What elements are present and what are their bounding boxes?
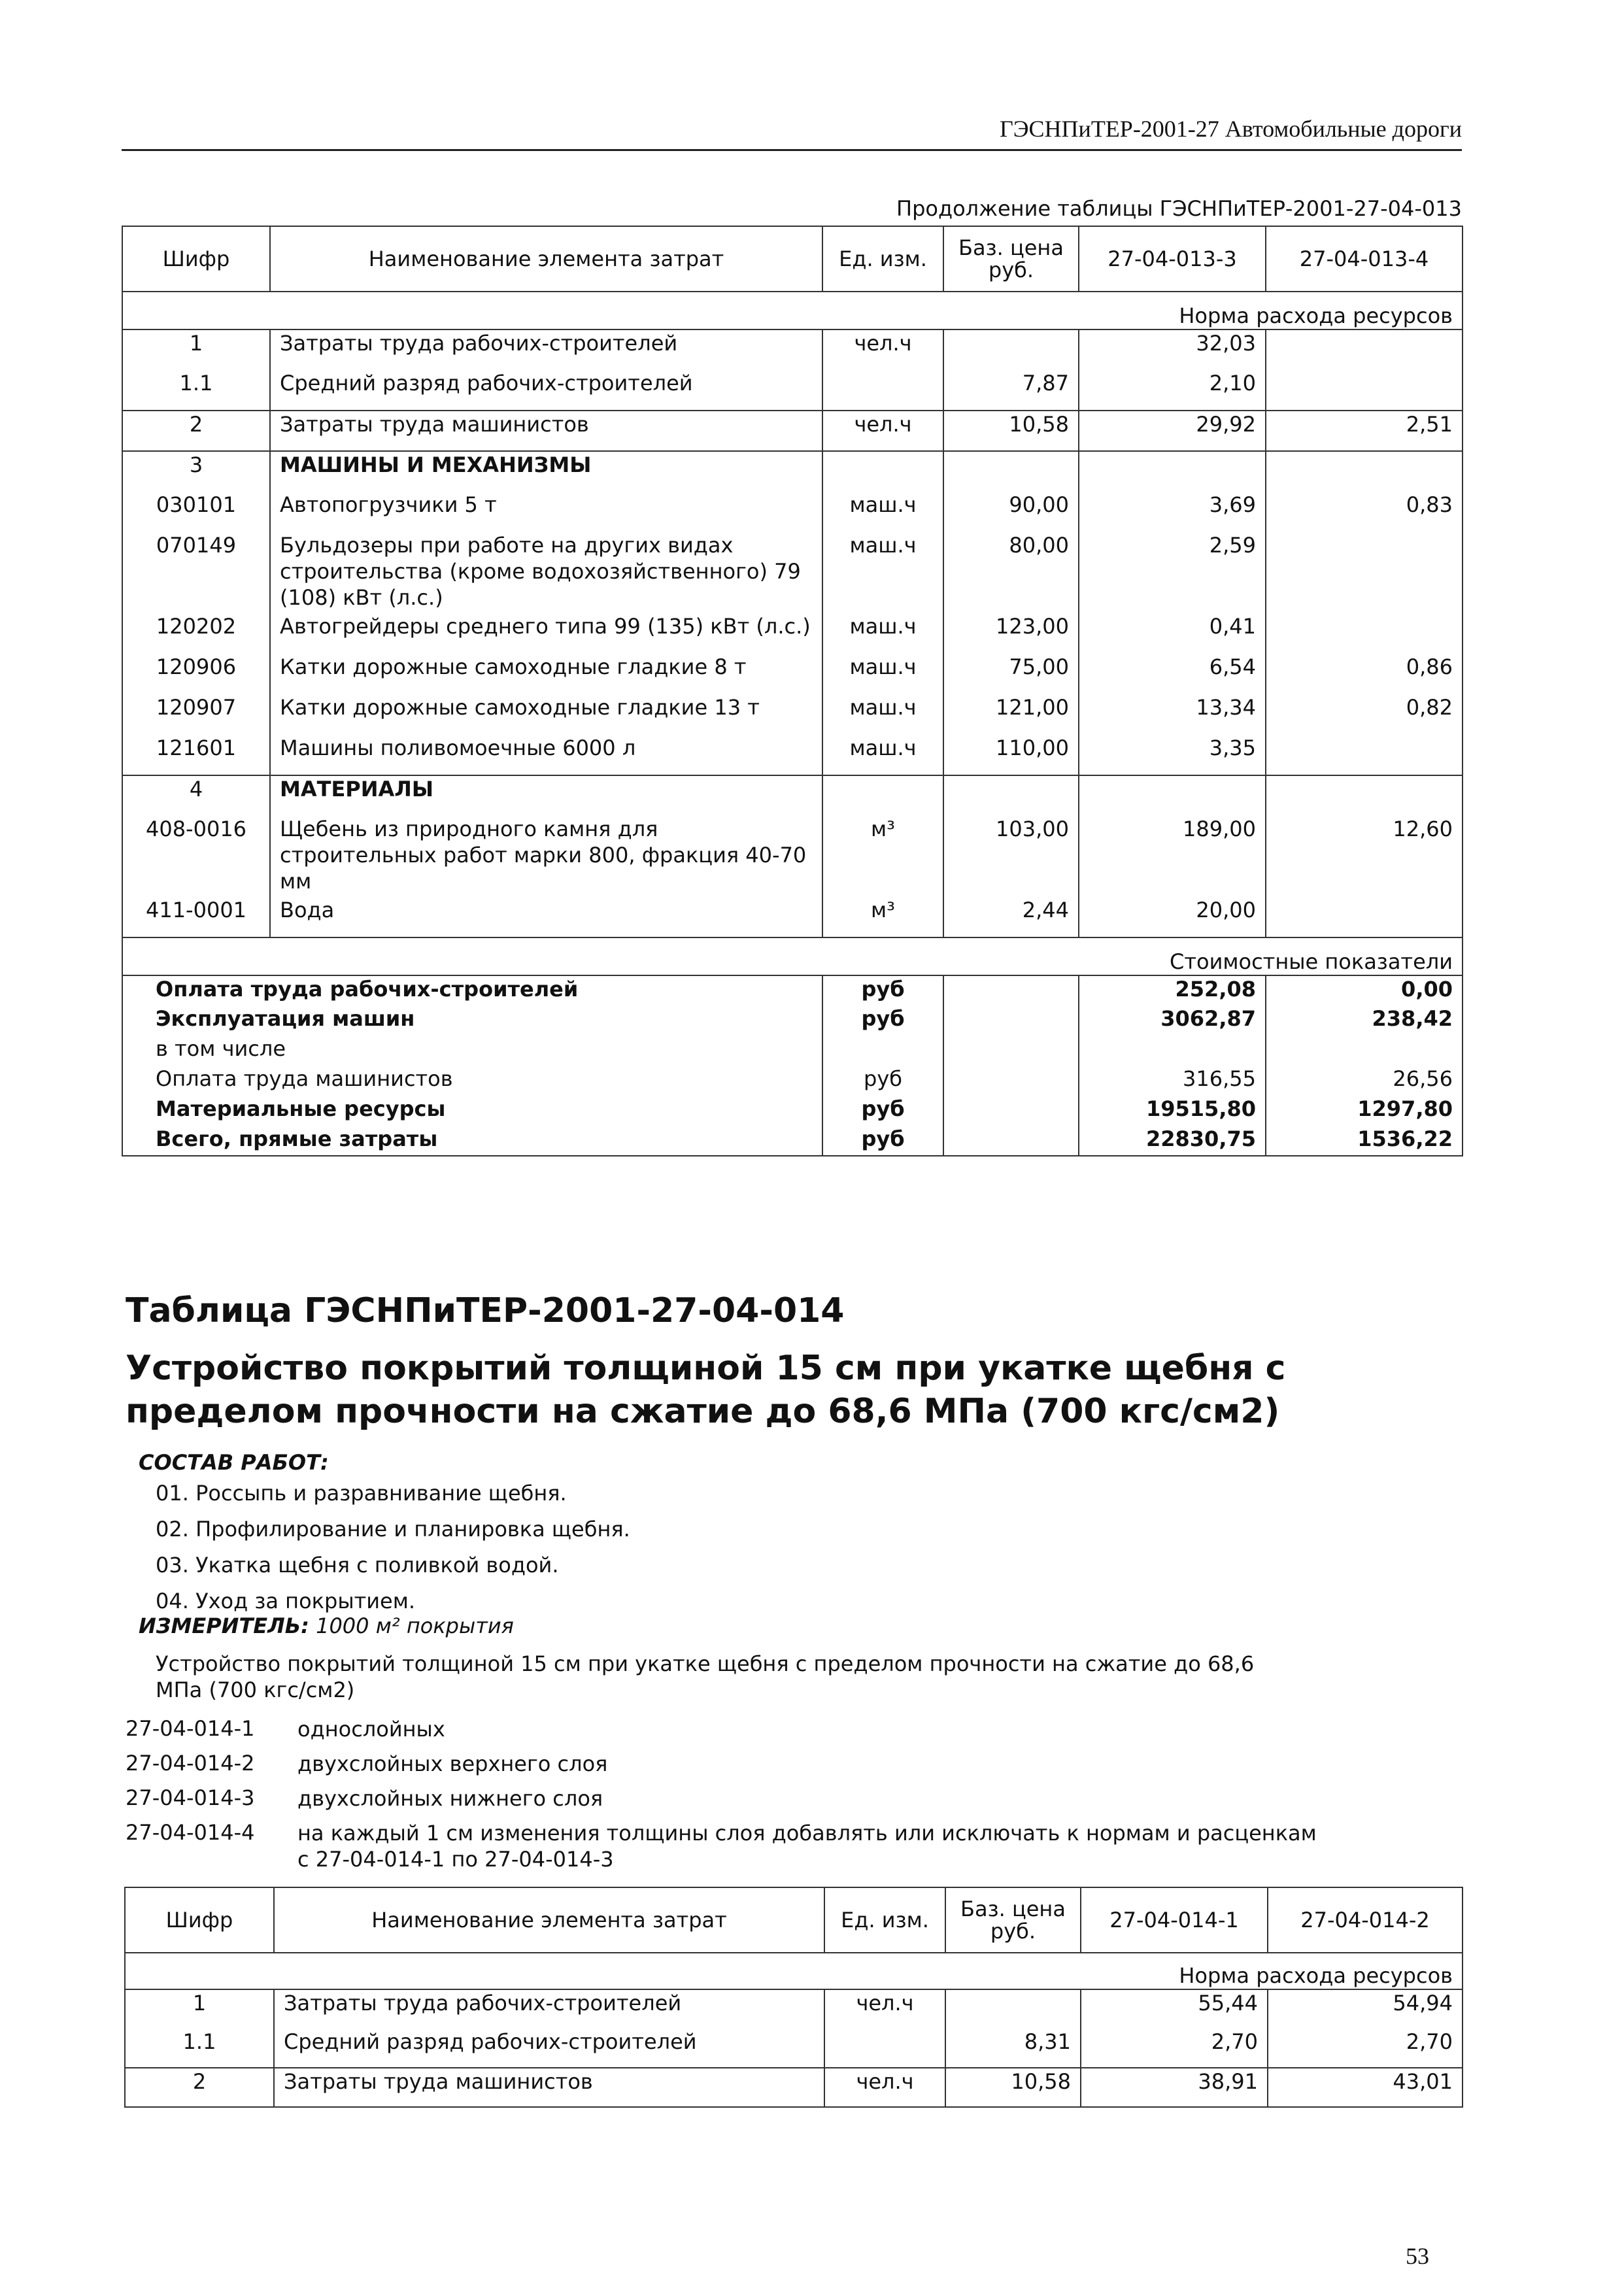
row-rate-1: 6,54 bbox=[1079, 654, 1266, 694]
table-row bbox=[122, 654, 1463, 694]
row-name: Щебень из природного камня для строительных работ марки 800, фракция 40-70 мм bbox=[270, 816, 822, 897]
row-price: 2,44 bbox=[943, 897, 1079, 937]
row-rate-2 bbox=[1266, 613, 1463, 654]
cost-empty bbox=[943, 1066, 1079, 1096]
running-header: ГЭСНПиТЕР-2001-27 Автомобильные дороги bbox=[999, 116, 1462, 142]
cost-value-2: 1297,80 bbox=[1266, 1096, 1463, 1126]
row-unit: маш.ч bbox=[822, 694, 943, 735]
row-price bbox=[943, 329, 1079, 370]
row-price bbox=[943, 451, 1079, 492]
cost-value-1: 22830,75 bbox=[1079, 1126, 1266, 1156]
row-code: 1.1 bbox=[182, 2029, 216, 2054]
row-unit: м³ bbox=[822, 816, 943, 897]
row-unit: м³ bbox=[822, 897, 943, 937]
row-code: 1.1 bbox=[179, 371, 213, 396]
row-name: Затраты труда рабочих-строителей bbox=[274, 1989, 824, 2029]
row-rate-1: 2,70 bbox=[1081, 2029, 1268, 2068]
norm-label: Норма расхода ресурсов bbox=[125, 1953, 1463, 1989]
table-header-row bbox=[122, 226, 1463, 292]
col-header-unit: Ед. изм. bbox=[824, 1887, 945, 1953]
cost-name: Материальные ресурсы bbox=[156, 1096, 446, 1121]
cost-value-2: 0,00 bbox=[1266, 975, 1463, 1005]
row-rate-2 bbox=[1266, 329, 1463, 370]
row-name: Бульдозеры при работе на других видах строительства (кроме водохозяйственного) 79 (108) кВт (л.с.) bbox=[270, 532, 822, 613]
row-rate-2: 2,70 bbox=[1268, 2029, 1463, 2068]
table-row bbox=[122, 613, 1463, 654]
cost-unit: руб bbox=[822, 975, 943, 1005]
rate-code: 27-04-014-2 bbox=[126, 1751, 255, 1776]
row-name: Средний разряд рабочих-строителей bbox=[270, 370, 822, 411]
row-name: Затраты труда машинистов bbox=[270, 411, 822, 451]
row-rate-1: 55,44 bbox=[1081, 1989, 1268, 2029]
cost-value-1: 316,55 bbox=[1079, 1066, 1266, 1096]
table-row bbox=[122, 816, 1463, 897]
table-row bbox=[122, 735, 1463, 775]
rate-code-text: на каждый 1 см изменения толщины слоя добавлять или исключать к нормам и расценкам с 27-04-014-1 по 27-04-014-3 bbox=[297, 1821, 1317, 1872]
row-rate-1: 13,34 bbox=[1079, 694, 1266, 735]
rate-code-text: двухслойных нижнего слоя bbox=[297, 1786, 603, 1811]
row-rate-1: 2,10 bbox=[1079, 370, 1266, 411]
work-step: 01. Россыпь и разравнивание щебня. bbox=[156, 1481, 567, 1506]
cost-unit: руб bbox=[822, 1066, 943, 1096]
col-header-rate-1: 27-04-014-1 bbox=[1081, 1887, 1268, 1953]
cost-value-1: 3062,87 bbox=[1079, 1005, 1266, 1036]
meter-line bbox=[139, 1613, 514, 1638]
cost-unit: руб bbox=[822, 1126, 943, 1156]
table-row bbox=[122, 411, 1463, 451]
row-name: Катки дорожные самоходные гладкие 8 т bbox=[270, 654, 822, 694]
row-rate-1: 3,69 bbox=[1079, 492, 1266, 532]
col-header-code: Шифр bbox=[162, 246, 230, 271]
row-rate-2 bbox=[1266, 370, 1463, 411]
cost-row bbox=[122, 1066, 1463, 1096]
table-row bbox=[122, 451, 1463, 492]
row-unit: маш.ч bbox=[822, 654, 943, 694]
cost-name: Всего, прямые затраты bbox=[156, 1126, 438, 1151]
row-rate-2: 0,86 bbox=[1266, 654, 1463, 694]
rate-code: 27-04-014-1 bbox=[126, 1716, 255, 1741]
row-rate-2 bbox=[1266, 775, 1463, 816]
section-description: Устройство покрытий толщиной 15 см при укатке щебня с пределом прочности на сжатие до 68,6 МПа (700 кгс/см2) bbox=[156, 1651, 1255, 1702]
row-code: 070149 bbox=[156, 533, 237, 558]
row-name: Машины поливомоечные 6000 л bbox=[270, 735, 822, 775]
col-header-unit: Ед. изм. bbox=[822, 226, 943, 292]
col-header-name: Наименование элемента затрат bbox=[270, 226, 822, 292]
row-rate-2: 43,01 bbox=[1268, 2068, 1463, 2107]
row-rate-2: 54,94 bbox=[1268, 1989, 1463, 2029]
row-rate-1: 32,03 bbox=[1079, 329, 1266, 370]
row-name: Автопогрузчики 5 т bbox=[270, 492, 822, 532]
row-price bbox=[943, 775, 1079, 816]
row-price: 90,00 bbox=[943, 492, 1079, 532]
row-rate-1: 2,59 bbox=[1079, 532, 1266, 613]
table-row bbox=[122, 532, 1463, 613]
cost-empty bbox=[943, 1005, 1079, 1036]
table-row bbox=[122, 370, 1463, 411]
row-unit bbox=[824, 2029, 945, 2068]
col-header-rate-2: 27-04-013-4 bbox=[1266, 226, 1463, 292]
col-header-name: Наименование элемента затрат bbox=[274, 1887, 824, 1953]
row-price: 123,00 bbox=[943, 613, 1079, 654]
row-code: 408-0016 bbox=[145, 817, 247, 841]
table-row bbox=[122, 694, 1463, 735]
cost-value-1 bbox=[1079, 1036, 1266, 1066]
cost-row bbox=[122, 1036, 1463, 1066]
table-row bbox=[122, 329, 1463, 370]
row-unit: маш.ч bbox=[822, 492, 943, 532]
cost-name: Оплата труда рабочих-строителей bbox=[122, 975, 822, 1005]
cost-name: Эксплуатация машин bbox=[156, 1006, 415, 1031]
row-code: 411-0001 bbox=[145, 898, 247, 922]
row-price: 80,00 bbox=[943, 532, 1079, 613]
row-rate-2: 2,51 bbox=[1266, 411, 1463, 451]
row-code: 121601 bbox=[156, 735, 237, 760]
col-header-price: Баз. цена руб. bbox=[945, 1887, 1081, 1953]
row-price: 10,58 bbox=[943, 411, 1079, 451]
row-name: Вода bbox=[270, 897, 822, 937]
cost-unit: руб bbox=[822, 1096, 943, 1126]
page-number: 53 bbox=[1406, 2243, 1429, 2269]
row-price: 10,58 bbox=[945, 2068, 1081, 2107]
cost-unit bbox=[822, 1036, 943, 1066]
cost-value-2: 1536,22 bbox=[1266, 1126, 1463, 1156]
row-rate-1: 3,35 bbox=[1079, 735, 1266, 775]
header-rule bbox=[122, 149, 1462, 151]
row-price: 7,87 bbox=[943, 370, 1079, 411]
row-unit: чел.ч bbox=[822, 329, 943, 370]
cost-value-2 bbox=[1266, 1036, 1463, 1066]
row-rate-1: 0,41 bbox=[1079, 613, 1266, 654]
col-header-rate-2: 27-04-014-2 bbox=[1268, 1887, 1463, 1953]
work-composition-label: СОСТАВ РАБОТ: bbox=[139, 1450, 329, 1475]
row-rate-2: 12,60 bbox=[1266, 816, 1463, 897]
row-price: 110,00 bbox=[943, 735, 1079, 775]
table-row bbox=[122, 492, 1463, 532]
table-continuation-caption: Продолжение таблицы ГЭСНПиТЕР-2001-27-04-013 bbox=[896, 196, 1462, 221]
cost-row bbox=[122, 1096, 1463, 1126]
row-name: Средний разряд рабочих-строителей bbox=[274, 2029, 824, 2068]
row-code: 2 bbox=[122, 411, 270, 451]
table-row bbox=[122, 897, 1463, 937]
row-rate-1: 20,00 bbox=[1079, 897, 1266, 937]
row-rate-1 bbox=[1079, 451, 1266, 492]
cost-row bbox=[122, 1126, 1463, 1156]
row-name: Затраты труда машинистов bbox=[274, 2068, 824, 2107]
row-rate-2 bbox=[1266, 451, 1463, 492]
table-row bbox=[122, 775, 1463, 816]
work-step: 04. Уход за покрытием. bbox=[156, 1589, 416, 1613]
table-header-row bbox=[125, 1887, 1463, 1953]
row-rate-1 bbox=[1079, 775, 1266, 816]
table-subtitle: Устройство покрытий толщиной 15 см при укатке щебня с пределом прочности на сжатие до 68,6 МПа (700 кгс/см2) bbox=[126, 1349, 1286, 1431]
row-name: Автогрейдеры среднего типа 99 (135) кВт (л.с.) bbox=[270, 613, 822, 654]
row-unit: чел.ч bbox=[824, 1989, 945, 2029]
table-row bbox=[125, 1989, 1463, 2029]
norm-label: Норма расхода ресурсов bbox=[122, 292, 1463, 329]
row-code: 120907 bbox=[156, 695, 237, 720]
row-price: 103,00 bbox=[943, 816, 1079, 897]
rate-code: 27-04-014-4 bbox=[126, 1820, 255, 1845]
table-row bbox=[125, 2029, 1463, 2068]
row-code: 3 bbox=[122, 451, 270, 492]
row-price: 121,00 bbox=[943, 694, 1079, 735]
cost-row bbox=[122, 975, 1463, 1005]
row-rate-1: 189,00 bbox=[1079, 816, 1266, 897]
row-name: Катки дорожные самоходные гладкие 13 т bbox=[270, 694, 822, 735]
row-code: 1 bbox=[125, 1989, 274, 2029]
cost-empty bbox=[943, 1126, 1079, 1156]
cost-empty bbox=[943, 1036, 1079, 1066]
row-price bbox=[945, 1989, 1081, 2029]
row-code: 030101 bbox=[156, 492, 237, 517]
row-rate-2: 0,83 bbox=[1266, 492, 1463, 532]
row-unit: чел.ч bbox=[822, 411, 943, 451]
row-unit: маш.ч bbox=[822, 613, 943, 654]
row-code: 1 bbox=[122, 329, 270, 370]
col-header-rate-1: 27-04-013-3 bbox=[1079, 226, 1266, 292]
cost-empty bbox=[943, 1096, 1079, 1126]
row-unit: маш.ч bbox=[822, 532, 943, 613]
cost-unit: руб bbox=[822, 1005, 943, 1036]
row-name: МАТЕРИАЛЫ bbox=[270, 775, 822, 816]
cost-value-1: 252,08 bbox=[1079, 975, 1266, 1005]
resource-table-013 bbox=[122, 226, 1463, 1156]
cost-empty bbox=[943, 975, 1079, 1005]
col-header-price: Баз. цена руб. bbox=[943, 226, 1079, 292]
table-row bbox=[125, 2068, 1463, 2107]
rate-code-text: однослойных bbox=[297, 1717, 445, 1742]
row-unit bbox=[822, 451, 943, 492]
row-rate-2 bbox=[1266, 735, 1463, 775]
row-code: 120202 bbox=[156, 614, 237, 639]
row-rate-2: 0,82 bbox=[1266, 694, 1463, 735]
row-unit: маш.ч bbox=[822, 735, 943, 775]
rate-code: 27-04-014-3 bbox=[126, 1785, 255, 1810]
col-header-code: Шифр bbox=[165, 1908, 233, 1932]
meter-value: 1000 м² покрытия bbox=[316, 1613, 514, 1638]
row-code: 2 bbox=[125, 2068, 274, 2107]
row-unit bbox=[822, 370, 943, 411]
row-price: 8,31 bbox=[945, 2029, 1081, 2068]
row-rate-1: 29,92 bbox=[1079, 411, 1266, 451]
row-name: МАШИНЫ И МЕХАНИЗМЫ bbox=[270, 451, 822, 492]
cost-value-1: 19515,80 bbox=[1079, 1096, 1266, 1126]
table-title: Таблица ГЭСНПиТЕР-2001-27-04-014 bbox=[126, 1291, 845, 1330]
row-unit: чел.ч bbox=[824, 2068, 945, 2107]
row-rate-2 bbox=[1266, 532, 1463, 613]
row-rate-2 bbox=[1266, 897, 1463, 937]
work-step: 02. Профилирование и планировка щебня. bbox=[156, 1517, 630, 1542]
row-code: 120906 bbox=[156, 654, 237, 679]
row-name: Затраты труда рабочих-строителей bbox=[270, 329, 822, 370]
rate-code-text: двухслойных верхнего слоя bbox=[297, 1751, 608, 1776]
meter-label: ИЗМЕРИТЕЛЬ: bbox=[139, 1613, 309, 1638]
row-unit bbox=[822, 775, 943, 816]
cost-name: в том числе bbox=[156, 1036, 286, 1061]
work-step: 03. Укатка щебня с поливкой водой. bbox=[156, 1553, 559, 1577]
cost-name: Оплата труда машинистов bbox=[156, 1066, 453, 1091]
cost-label: Стоимостные показатели bbox=[122, 937, 1463, 975]
row-code: 4 bbox=[122, 775, 270, 816]
cost-value-2: 238,42 bbox=[1266, 1005, 1463, 1036]
resource-table-014 bbox=[124, 1887, 1463, 2108]
row-price: 75,00 bbox=[943, 654, 1079, 694]
row-rate-1: 38,91 bbox=[1081, 2068, 1268, 2107]
cost-value-2: 26,56 bbox=[1266, 1066, 1463, 1096]
cost-row bbox=[122, 1005, 1463, 1036]
